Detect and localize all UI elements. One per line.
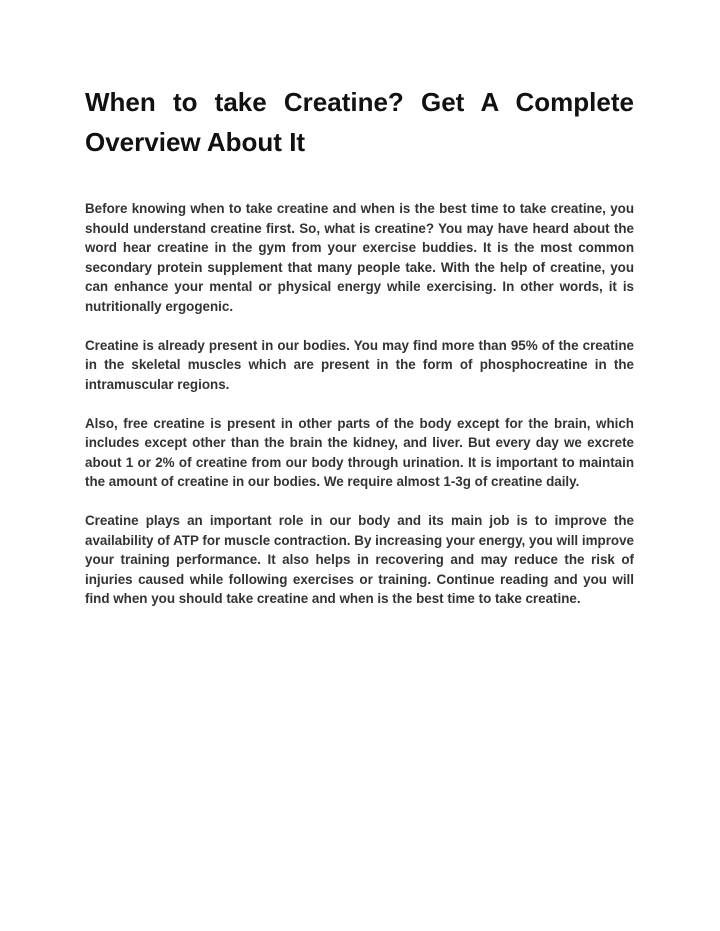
document-content (85, 82, 634, 628)
paragraph-presence: Creatine is already present in our bodies. You may find more than 95% of the creatine in the skeletal muscles which are present in the form of phosphocreatine in the intramuscular regions. (85, 337, 634, 392)
paragraph-role: Creatine plays an important role in our body and its main job is to improve the availability of ATP for muscle contraction. By increasing your energy, you will improve your training performance. It also helps in recovering and may reduce the risk of injuries caused while following exercises or training. Continue reading and you will find when you should take creatine and when is the best time to take creatine. (85, 513, 634, 606)
paragraph-intro: Before knowing when to take creatine and when is the best time to take creatine, you should understand creatine first. So, what is creatine? You may have heard about the word hear creatine in the gym from your exercise buddies. It is the most common secondary protein supplement that many people take. With the help of creatine, you can enhance your mental or physical energy while exercising. In other words, it is nutritionally ergogenic. (85, 201, 634, 314)
paragraph-free-creatine: Also, free creatine is present in other parts of the body except for the brain, which includes except other than the brain the kidney, and liver. But every day we excrete about 1 or 2% of creatine from our body through urination. It is important to maintain the amount of creatine in our bodies. We require almost 1-3g of creatine daily. (85, 415, 634, 489)
page-title: When to take Creatine? Get A Complete Overview About It (85, 87, 634, 157)
